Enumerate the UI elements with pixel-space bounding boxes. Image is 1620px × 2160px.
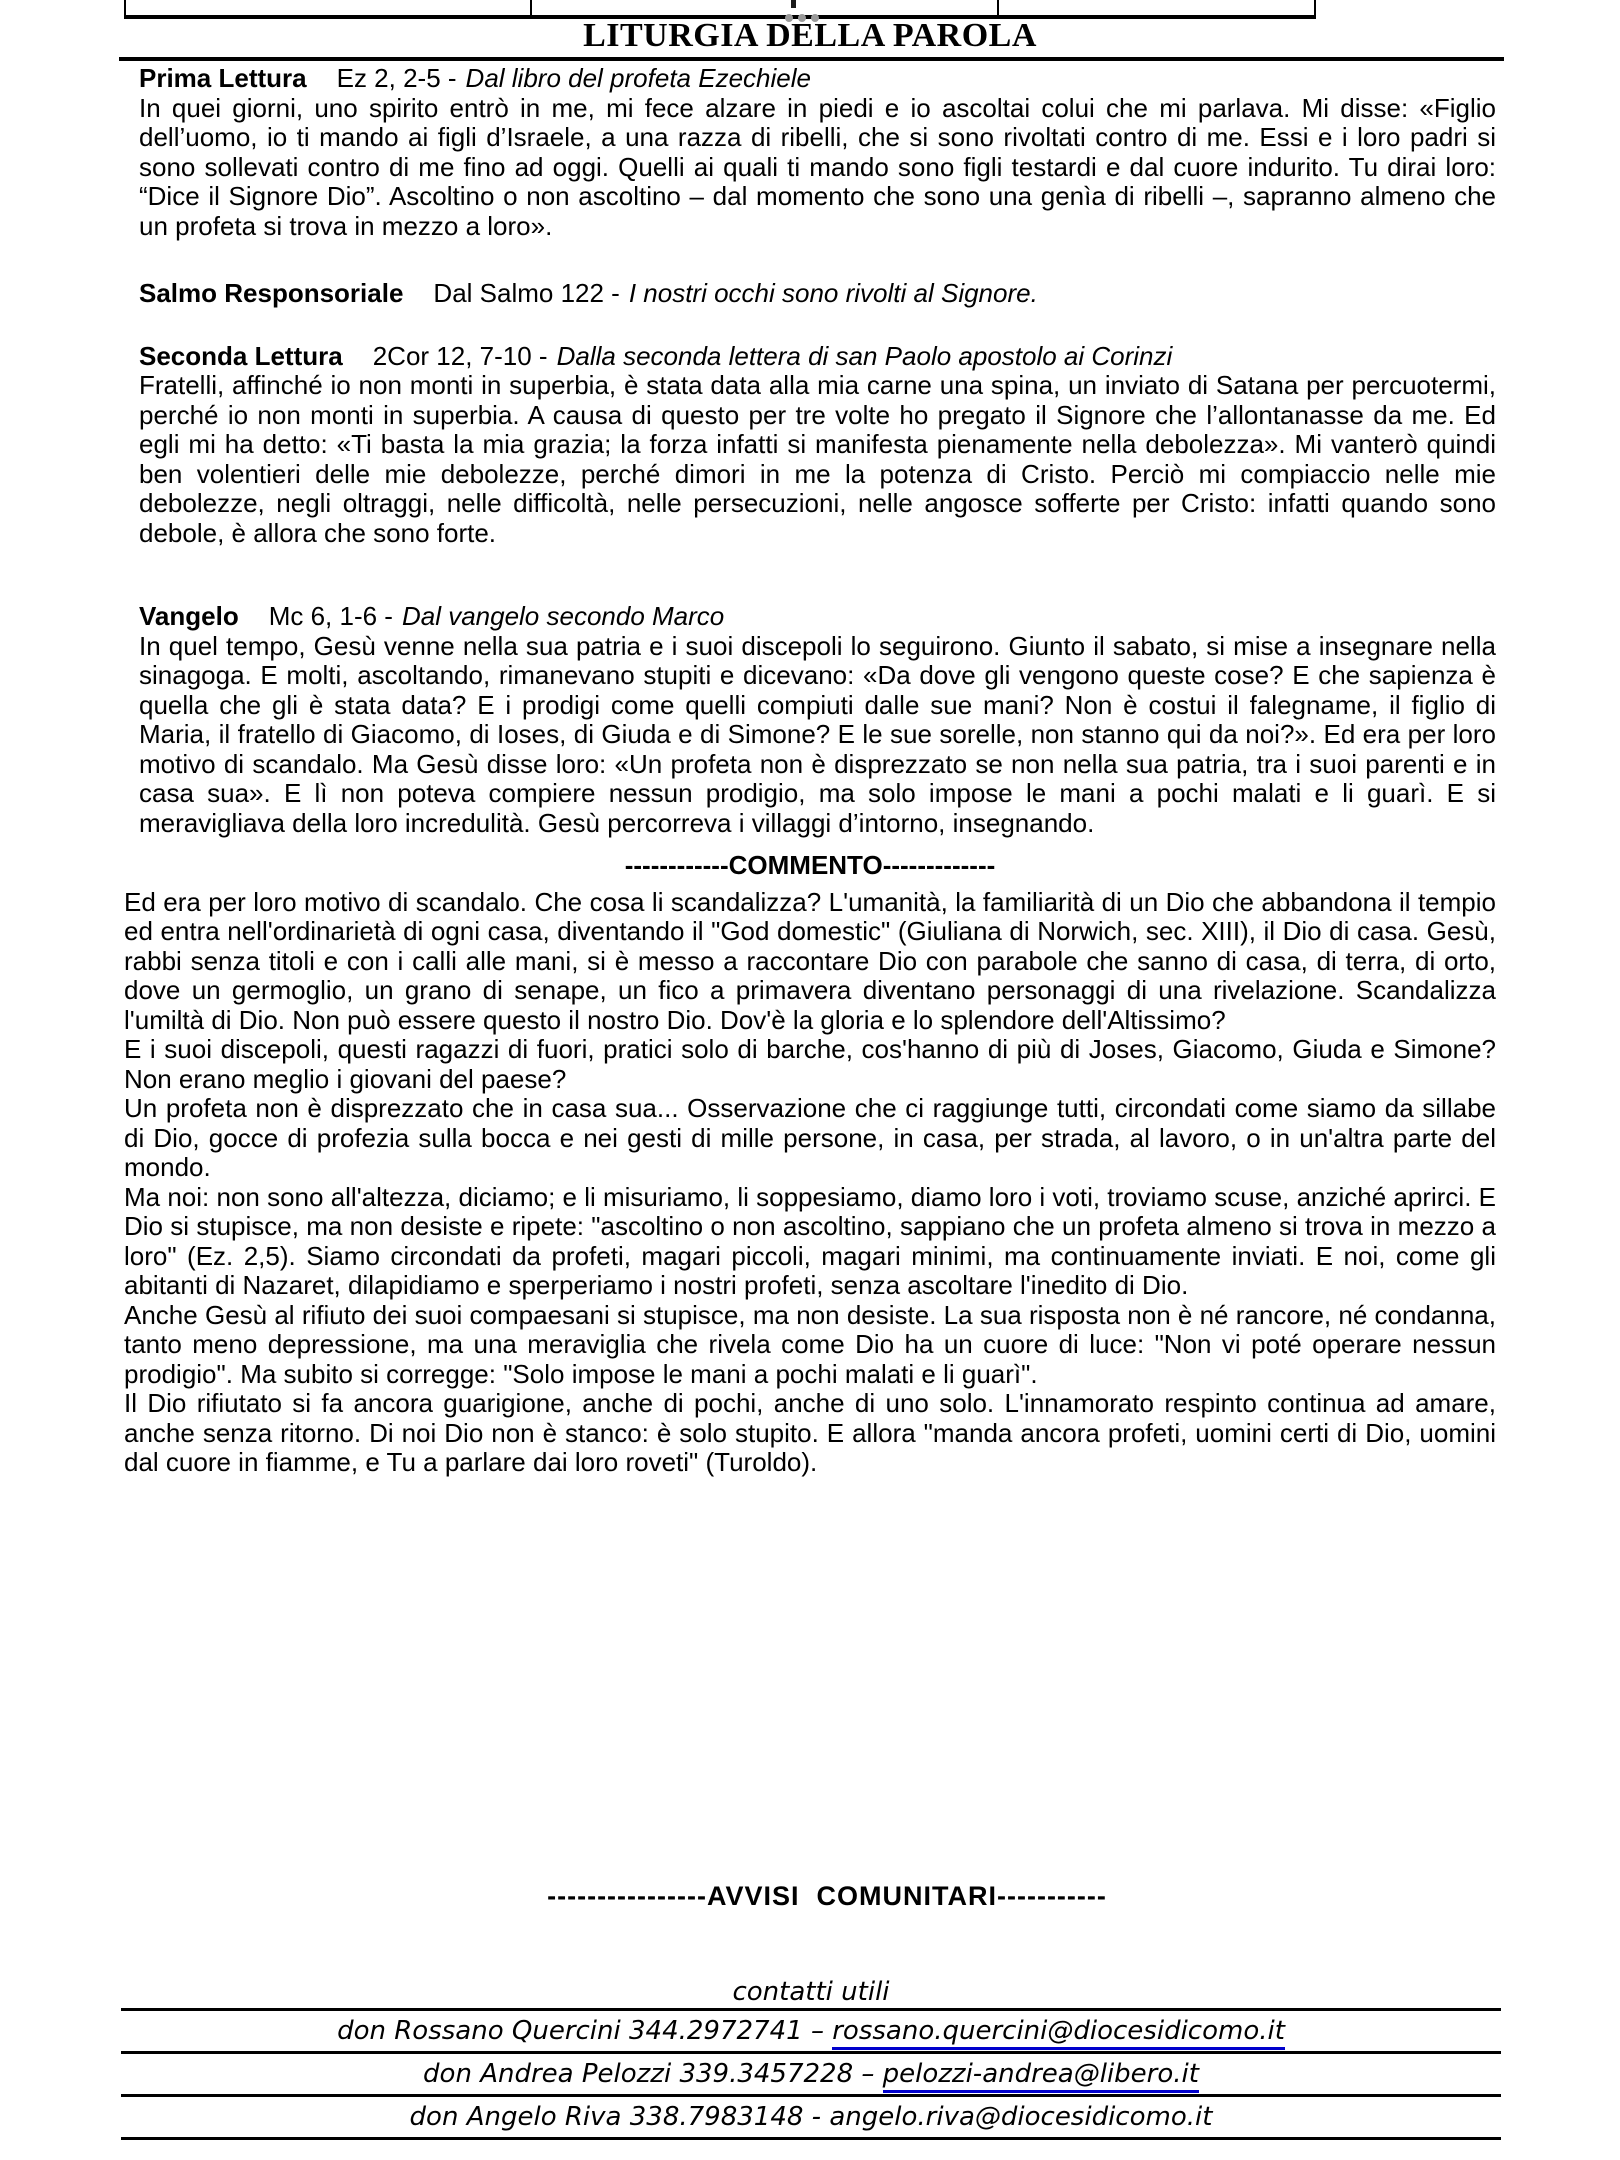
- divider-line: [121, 2137, 1501, 2140]
- reading-text: Fratelli, affinché io non monti in superbia, è stata data alla mia carne una spina, un inviato di Satana per percuotermi, perché io non monti in superbia. A causa di questo per tre volte ho pregato il Signore che l’allontanasse da me. Ed egli mi ha detto: «Ti basta la mia grazia; la forza infatti si manifesta pienamente nella debolezza». Mi vanterò quindi ben volentieri delle mie debolezze, perché dimori in me la potenza di Cristo. Perciò mi compiaccio nelle mie debolezze, negli oltraggi, nelle difficoltà, nelle persecuzioni, nelle angosce sofferte per Cristo: infatti quando sono debole, è allora che sono forte.: [139, 370, 1496, 548]
- section-label: Salmo Responsoriale: [139, 278, 404, 308]
- section-seconda-lettura: [124, 342, 1496, 549]
- page-title: LITURGIA DELLA PAROLA: [583, 17, 1037, 54]
- commento-paragraph: Anche Gesù al rifiuto dei suoi compaesani si stupisce, ma non desiste. La sua risposta non è né rancore, né condanna, tanto meno depressione, ma una meraviglia che rivela come Dio ha un cuore di luce: "Non vi poté operare nessun prodigio". Ma subito si corregge: "Solo impose le mani a pochi malati e li guarì".: [124, 1299, 1496, 1389]
- contact-name-phone: don Angelo Riva 338.7983148 -: [409, 2102, 830, 2132]
- section-source: I nostri occhi sono rivolti al Signore.: [628, 278, 1038, 308]
- avvisi-heading: [124, 1850, 1496, 1943]
- commento-paragraph: Ed era per loro motivo di scandalo. Che cosa li scandalizza? L'umanità, la familiarità di un Dio che abbandona il tempio ed entra nell'ordinarietà di ogni casa, diventando il "God domestic" (Giuliana di Norwich, sec. XIII), il Dio di casa. Gesù, rabbi senza titoli e con i calli alle mani, si è messo a raccontare Dio con parabole che sanno di casa, di terra, di orto, dove un germoglio, un grano di senape, un fico a primavera diventano personaggi di una rivelazione. Scandalizza l'umiltà di Dio. Non può essere questo il nostro Dio. Dov'è la gloria e lo splendore dell'Altissimo?: [124, 886, 1496, 1035]
- commento-paragraph: Il Dio rifiutato si fa ancora guarigione, anche di pochi, anche di uno solo. L'innamorato respinto continua ad amare, anche senza ritorno. Di noi Dio non è stanco: è solo stupito. E allora "manda ancora profeti, uomini certi di Dio, uomini dal cuore in fiamme, e Tu a parlare dai loro roveti" (Turoldo).: [124, 1388, 1496, 1477]
- dashes-left: ------------: [624, 850, 729, 880]
- commento-paragraph: E i suoi discepoli, questi ragazzi di fuori, pratici solo di barche, cos'hanno di più di Joses, Giacomo, Giuda e Simone? Non erano meglio i giovani del paese?: [124, 1034, 1496, 1094]
- table-cell-divider: [997, 0, 999, 15]
- email-text: angelo.riva@diocesidicomo.it: [829, 2102, 1213, 2132]
- title-underline: [119, 57, 1504, 61]
- section-label: Prima Lettura: [139, 63, 307, 93]
- section-reference: Mc 6, 1-6 -: [268, 601, 393, 631]
- commento-label: COMMENTO: [728, 850, 883, 880]
- table-cell-divider: [530, 0, 532, 15]
- section-heading: [139, 64, 1496, 94]
- avvisi-label: AVVISI COMUNITARI: [706, 1881, 997, 1911]
- email-link[interactable]: rossano.quercini@diocesidicomo.it: [832, 2016, 1285, 2050]
- commento-heading: [124, 851, 1496, 881]
- dashes-left: ----------------: [547, 1881, 707, 1911]
- reading-text: In quel tempo, Gesù venne nella sua patria e i suoi discepoli lo seguirono. Giunto il sabato, si mise a insegnare nella sinagoga. E molti, ascoltando, rimanevano stupiti e dicevano: «Da dove gli vengono queste cose? E che sapienza è quella che gli è stata data? E i prodigi come quelli compiuti dalle sue mani? Non è costui il falegname, il figlio di Maria, il fratello di Giacomo, di Ioses, di Giuda e di Simone? E le sue sorelle, non stanno qui da noi?». Ed era per loro motivo di scandalo. Ma Gesù disse loro: «Un profeta non è disprezzato se non nella sua patria, tra i suoi parenti e in casa sua». E lì non poteva compiere nessun prodigio, ma solo impose le mani a pochi malati e li guarì. E si meravigliava della loro incredulità. Gesù percorreva i villaggi d’intorno, insegnando.: [139, 630, 1496, 838]
- section-heading: [139, 342, 1496, 372]
- contact-name-phone: don Andrea Pelozzi 339.3457228 –: [423, 2059, 883, 2089]
- contacts-title: contatti utili: [732, 1977, 890, 2007]
- dashes-right: -------------: [882, 850, 996, 880]
- section-label: Seconda Lettura: [139, 340, 343, 371]
- dashes-right: -----------: [996, 1881, 1107, 1911]
- section-source: Dal vangelo secondo Marco: [401, 601, 725, 631]
- section-source: Dal libro del profeta Ezechiele: [465, 63, 811, 93]
- section-heading: [139, 279, 1496, 309]
- main-text-column: [124, 64, 1496, 1478]
- contact-row: [121, 2011, 1501, 2051]
- section-reference: Ez 2, 2-5 -: [336, 63, 457, 93]
- section-reference: Dal Salmo 122 -: [433, 278, 620, 308]
- commento-paragraph: Un profeta non è disprezzato che in casa sua... Osservazione che ci raggiunge tutti, circondati come siamo da sillabe di Dio, gocce di profezia sulla bocca e nei gesti di mille persone, in casa, per strada, al lavoro, o in un'altra parte del mondo.: [124, 1093, 1496, 1182]
- section-vangelo: [124, 602, 1496, 838]
- section-prima-lettura: [124, 64, 1496, 241]
- commento-body: [124, 888, 1496, 1478]
- contact-row: [121, 2097, 1501, 2137]
- reading-text: In quei giorni, uno spirito entrò in me, mi fece alzare in piedi e io ascoltai colui che mi parlava. Mi disse: «Figlio dell’uomo, io ti mando ai figli d’Israele, a una razza di ribelli, che si sono rivoltati contro di me. Essi e i loro padri si sono sollevati contro di me fino ad oggi. Quelli ai quali ti mando sono figli testardi e dal cuore indurito. Tu dirai loro: “Dice il Signore Dio”. Ascoltino o non ascoltino – dal momento che sono una genìa di ribelli –, sapranno almeno che un profeta si trova in mezzo a loro».: [139, 92, 1496, 241]
- cut-off-text-mark: [791, 0, 796, 8]
- section-salmo-responsoriale: [124, 279, 1496, 309]
- contact-row: [121, 2054, 1501, 2094]
- section-heading: [139, 602, 1496, 632]
- section-source: Dalla seconda lettera di san Paolo apostolo ai Corinzi: [556, 340, 1173, 371]
- email-link[interactable]: pelozzi-andrea@libero.it: [883, 2059, 1199, 2093]
- section-label: Vangelo: [139, 601, 239, 631]
- contacts-block: [121, 1976, 1501, 2140]
- contact-name-phone: don Rossano Quercini 344.2972741 –: [337, 2016, 833, 2046]
- section-reference: 2Cor 12, 7-10 -: [372, 340, 548, 371]
- commento-paragraph: Ma noi: non sono all'altezza, diciamo; e li misuriamo, li soppesiamo, diamo loro i voti, troviamo scuse, anziché aprirci. E Dio si stupisce, ma non desiste e ripete: "ascoltino o non ascoltino, sappiano che un profeta almeno si trova in mezzo a loro" (Ez. 2,5). Siamo circondati da profeti, magari piccoli, magari minimi, ma continuamente inviati. E noi, come gli abitanti di Nazaret, dilapidiamo e sperperiamo i nostri profeti, senza ascoltare l'inedito di Dio.: [124, 1181, 1496, 1300]
